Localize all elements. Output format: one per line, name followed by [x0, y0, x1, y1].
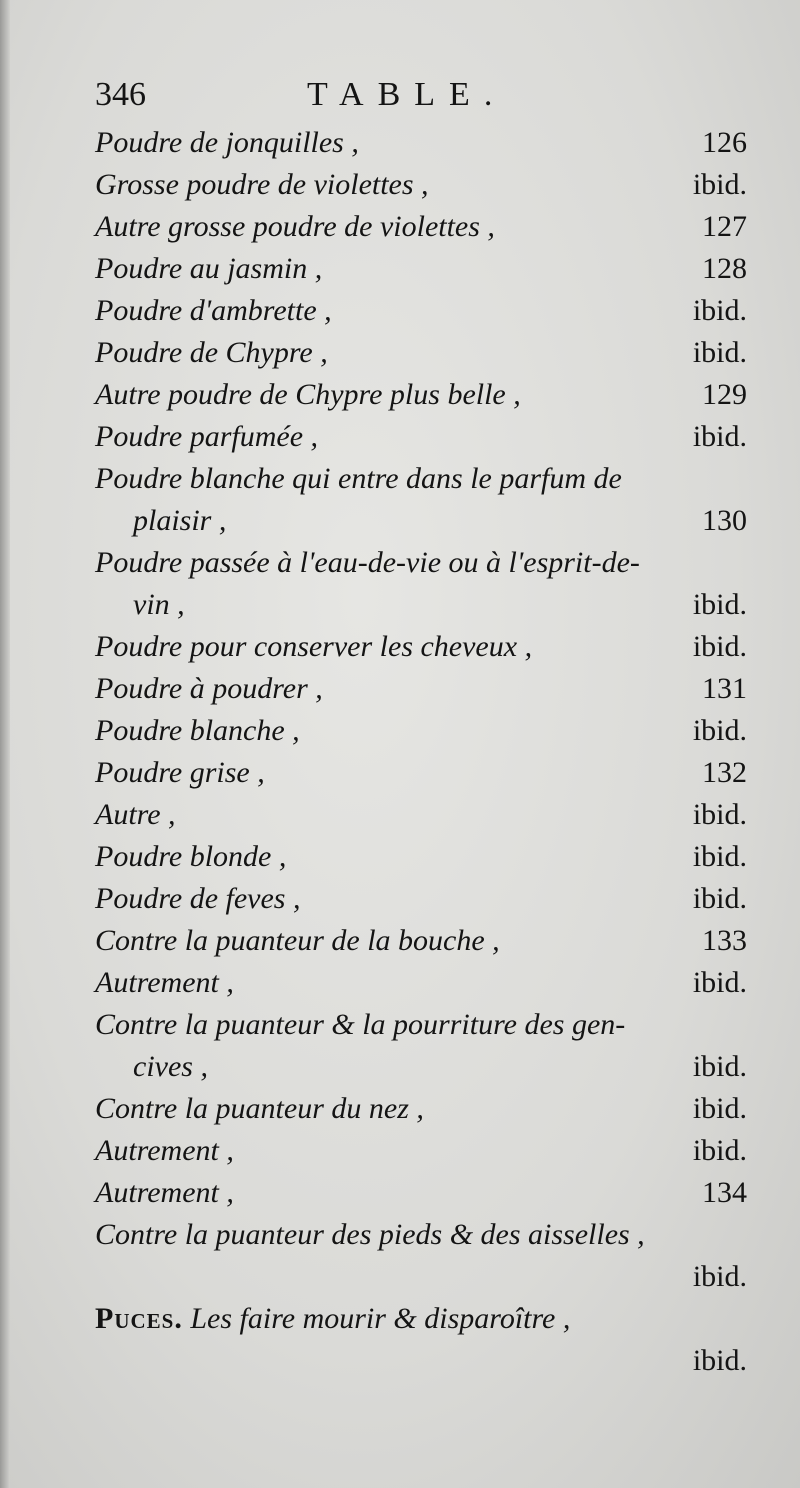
entry-label: Autre grosse poudre de violettes , [95, 210, 495, 243]
entry-page-ref: 130 [702, 504, 747, 537]
entry-label-line: Contre la puanteur & la pourriture des gen- [95, 1008, 626, 1041]
entry-page-ref: 132 [702, 756, 747, 789]
index-entry [95, 710, 755, 752]
entry-page-ref: 134 [702, 1176, 747, 1209]
entry-page-ref: ibid. [692, 798, 747, 831]
entry-label: Poudre à poudrer , [95, 672, 323, 705]
index-entry [95, 626, 755, 668]
entry-label: Poudre blanche , [95, 714, 300, 747]
entry-label: Autrement , [95, 1134, 234, 1167]
entry-label: Poudre de jonquilles , [95, 126, 359, 159]
entry-label [95, 542, 755, 626]
entry-page-ref: ibid. [692, 630, 747, 663]
entry-label: Autrement , [95, 1176, 234, 1209]
entry-label [95, 1298, 755, 1340]
index-entry [95, 962, 755, 1004]
index-entry [95, 668, 755, 710]
index-entry [95, 206, 755, 248]
entry-page-ref: ibid. [692, 294, 747, 327]
index-entry [95, 1298, 755, 1382]
entry-label-continuation: plaisir , [133, 504, 227, 537]
index-entries [95, 122, 755, 1382]
entry-label-line: Poudre passée à l'eau-de-vie ou à l'esprit-de- [95, 546, 640, 579]
index-entry [95, 878, 755, 920]
entry-label [95, 458, 755, 542]
index-entry [95, 920, 755, 962]
entry-label: Poudre blonde , [95, 840, 287, 873]
entry-heading-smallcaps: Puces. [95, 1302, 183, 1335]
entry-label: Poudre de Chypre , [95, 336, 328, 369]
index-entry [95, 794, 755, 836]
entry-page-ref: ibid. [692, 1134, 747, 1167]
entry-page-ref: ibid. [692, 1050, 747, 1083]
entry-label: Poudre de feves , [95, 882, 301, 915]
entry-page-ref: ibid. [692, 336, 747, 369]
entry-label: Poudre grise , [95, 756, 265, 789]
entry-page-ref: ibid. [692, 1344, 747, 1377]
entry-label: Poudre pour conserver les cheveux , [95, 630, 533, 663]
index-entry [95, 1214, 755, 1298]
entry-page-ref: 131 [702, 672, 747, 705]
index-entry [95, 332, 755, 374]
entry-label: Contre la puanteur du nez , [95, 1092, 424, 1125]
entry-label: Autre poudre de Chypre plus belle , [95, 378, 521, 411]
entry-page-ref: 133 [702, 924, 747, 957]
entry-page-ref: ibid. [692, 1092, 747, 1125]
entry-page-ref: 126 [702, 126, 747, 159]
index-entry [95, 1130, 755, 1172]
entry-label: Poudre au jasmin , [95, 252, 323, 285]
index-entry [95, 1088, 755, 1130]
entry-page-ref: ibid. [692, 588, 747, 621]
entry-page-ref: ibid. [692, 1260, 747, 1293]
entry-label: Poudre parfumée , [95, 420, 319, 453]
entry-page-ref: ibid. [692, 714, 747, 747]
index-entry [95, 248, 755, 290]
index-entry [95, 1004, 755, 1088]
index-entry [95, 416, 755, 458]
entry-label: Poudre d'ambrette , [95, 294, 332, 327]
entry-label-line: Contre la puanteur des pieds & des aisselles , [95, 1218, 645, 1251]
entry-page-ref: 128 [702, 252, 747, 285]
index-entry [95, 542, 755, 626]
entry-label-continuation: cives , [133, 1050, 208, 1083]
index-entry [95, 1172, 755, 1214]
entry-label-line: Poudre blanche qui entre dans le parfum de [95, 462, 622, 495]
entry-label: Contre la puanteur de la bouche , [95, 924, 500, 957]
entry-page-ref: ibid. [692, 966, 747, 999]
entry-page-ref: ibid. [692, 420, 747, 453]
index-entry [95, 290, 755, 332]
entry-page-ref: 129 [702, 378, 747, 411]
entry-label-line: Les faire mourir & disparoître , [190, 1302, 571, 1335]
running-head: TABLE. [307, 76, 507, 113]
page-edge-shadow [0, 0, 10, 1488]
index-entry [95, 122, 755, 164]
entry-label [95, 1214, 755, 1256]
entry-label: Grosse poudre de violettes , [95, 168, 429, 201]
entry-label-continuation: vin , [133, 588, 185, 621]
page-number: 346 [95, 76, 146, 113]
entry-page-ref: 127 [702, 210, 747, 243]
entry-page-ref: ibid. [692, 168, 747, 201]
entry-page-ref: ibid. [692, 840, 747, 873]
entry-label [95, 1004, 755, 1088]
index-entry [95, 164, 755, 206]
page-header [95, 76, 755, 116]
entry-page-ref: ibid. [692, 882, 747, 915]
entry-label: Autre , [95, 798, 176, 831]
index-entry [95, 752, 755, 794]
index-entry [95, 458, 755, 542]
entry-label: Autrement , [95, 966, 234, 999]
index-entry [95, 374, 755, 416]
index-entry [95, 836, 755, 878]
